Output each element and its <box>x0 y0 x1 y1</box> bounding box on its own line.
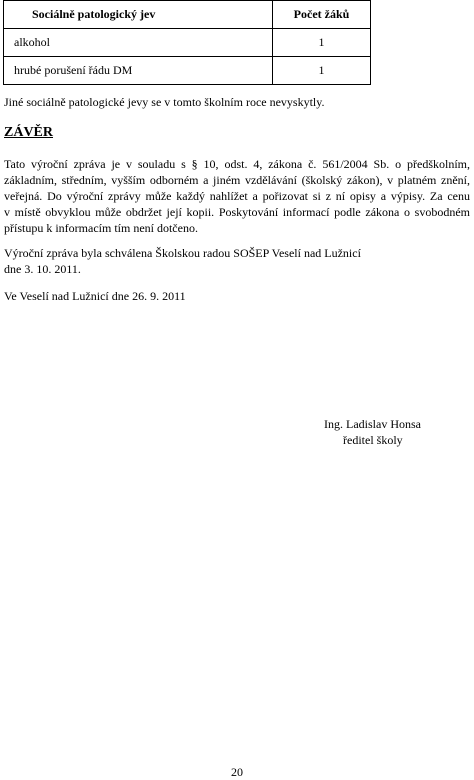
table-cell-count: 1 <box>273 29 371 57</box>
approval-line: Výroční zpráva byla schválena Školskou radou SOŠEP Veselí nad Lužnicí <box>4 246 361 260</box>
table-cell-phenomenon: hrubé porušení řádu DM <box>4 57 273 85</box>
table-header-row <box>4 1 371 29</box>
conclusion-line: základním, středním, vyšším odborném a jiném vzdělávání (školský zákon), v platném znění, <box>4 173 470 187</box>
column-header-count: Počet žáků <box>273 1 371 29</box>
approval-paragraph <box>4 245 470 277</box>
approval-line: dne 3. 10. 2011. <box>4 262 81 276</box>
table-cell-phenomenon: alkohol <box>4 29 273 57</box>
table-cell-count: 1 <box>273 57 371 85</box>
table-row <box>4 57 371 85</box>
table-row <box>4 29 371 57</box>
signatory-name: Ing. Ladislav Honsa <box>324 417 421 431</box>
conclusion-line: veřejná. Do výroční zprávy může každý nahlížet a pořizovat si z ní opisy a výpisy. Za cenu <box>4 189 470 203</box>
note-paragraph: Jiné sociálně patologické jevy se v tomto školním roce nevyskytly. <box>4 95 325 109</box>
conclusion-line: v místě obvyklou může obdržet její kopii. Poskytování informací podle zákona o svobodném <box>4 205 470 219</box>
signature-block <box>324 416 421 448</box>
sociopathology-table <box>3 0 371 85</box>
place-date: Ve Veselí nad Lužnicí dne 26. 9. 2011 <box>4 289 186 303</box>
conclusion-line: Tato výroční zpráva je v souladu s § 10, odst. 4, zákona č. 561/2004 Sb. o předškolním, <box>4 157 470 171</box>
page-number: 20 <box>231 765 243 779</box>
column-header-phenomenon: Sociálně patologický jev <box>4 1 273 29</box>
signatory-title: ředitel školy <box>343 433 403 447</box>
conclusion-line: přístupu k informacím tím není dotčeno. <box>4 221 198 235</box>
section-heading: ZÁVĚR <box>4 125 54 140</box>
conclusion-paragraph <box>4 156 470 236</box>
